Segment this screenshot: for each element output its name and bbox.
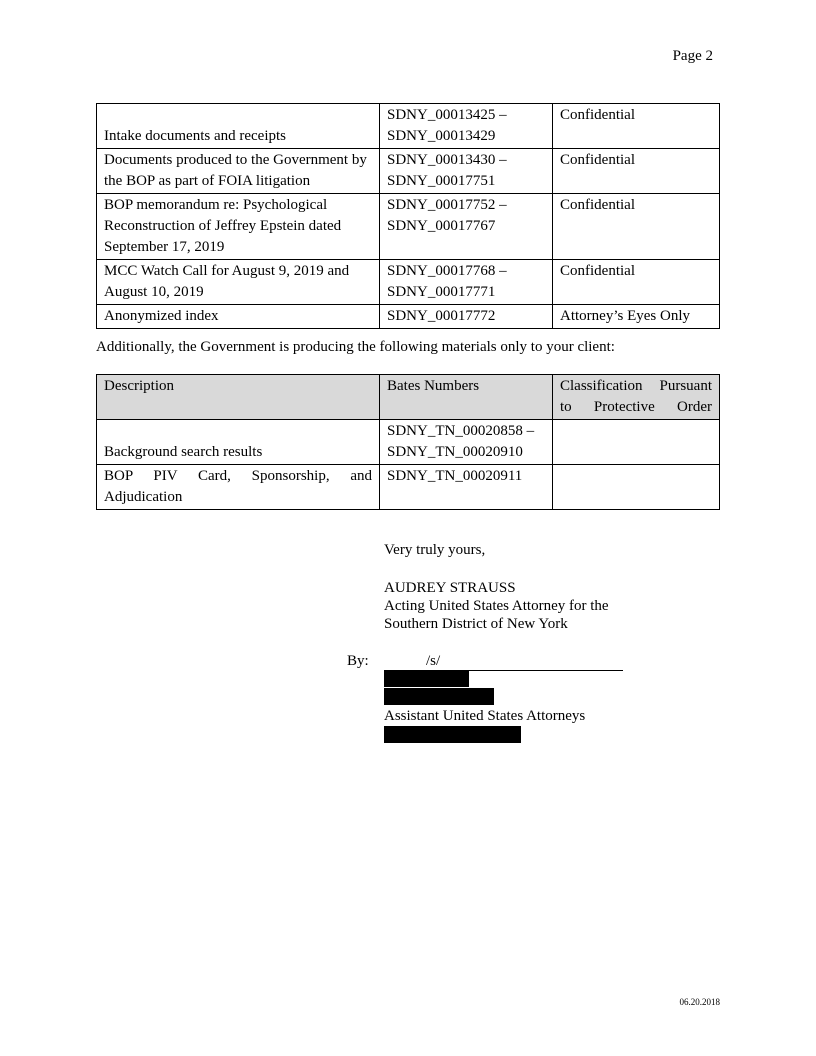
bates-end: SDNY_00017767 xyxy=(387,218,496,234)
attorney-role: Assistant United States Attorneys xyxy=(384,708,586,724)
bates-start: SDNY_00013430 – xyxy=(387,152,507,168)
table-cell-classification xyxy=(553,420,720,465)
redaction-block xyxy=(384,670,469,687)
electronic-signature: /s/ xyxy=(426,653,441,669)
by-label: By: xyxy=(347,653,369,669)
table-cell-bates xyxy=(380,420,553,465)
table-cell-bates xyxy=(380,104,553,149)
closing: Very truly yours, xyxy=(384,542,486,558)
table-row xyxy=(97,465,720,510)
signer-name: AUDREY STRAUSS xyxy=(384,580,516,596)
table-row xyxy=(97,149,720,194)
table-cell-classification: Confidential xyxy=(553,104,720,149)
table-cell-bates: SDNY_00017772 xyxy=(380,305,553,329)
table-cell-description: Background search results xyxy=(97,420,380,465)
table-cell-classification: Confidential xyxy=(553,260,720,305)
table-row xyxy=(97,194,720,260)
header-bates: Bates Numbers xyxy=(380,375,553,420)
table-row xyxy=(97,420,720,465)
table-cell-bates xyxy=(380,260,553,305)
table-cell-bates xyxy=(380,194,553,260)
bates-start: SDNY_TN_00020858 – xyxy=(387,423,535,439)
signer-title-line1: Acting United States Attorney for the xyxy=(384,598,609,614)
table-cell-description: Anonymized index xyxy=(97,305,380,329)
header-classification: Classification Pursuant to Protective Order xyxy=(553,375,720,420)
signature-line xyxy=(384,653,623,671)
body-paragraph: Additionally, the Government is producing the following materials only to your client: xyxy=(96,339,615,355)
page-number: Page 2 xyxy=(672,48,713,64)
table-cell-description: Intake documents and receipts xyxy=(97,104,380,149)
bates-start: SDNY_00017768 – xyxy=(387,263,507,279)
bates-end: SDNY_TN_00020910 xyxy=(387,444,523,460)
client-materials-table xyxy=(96,374,720,510)
table-cell-classification: Confidential xyxy=(553,194,720,260)
bates-end: SDNY_00013429 xyxy=(387,128,496,144)
redaction-block xyxy=(384,726,521,743)
table-cell-description: BOP memorandum re: Psychological Reconstruction of Jeffrey Epstein dated September 17, 2019 xyxy=(97,194,380,260)
table-row xyxy=(97,104,720,149)
table-cell-description: Documents produced to the Government by the BOP as part of FOIA litigation xyxy=(97,149,380,194)
bates-end: SDNY_00017751 xyxy=(387,173,496,189)
redaction-block xyxy=(384,688,494,705)
table-row xyxy=(97,260,720,305)
table-cell-classification: Confidential xyxy=(553,149,720,194)
table-cell-classification xyxy=(553,465,720,510)
table-cell-classification: Attorney’s Eyes Only xyxy=(553,305,720,329)
materials-table xyxy=(96,103,720,329)
bates-start: SDNY_00017752 – xyxy=(387,197,507,213)
table-header-row xyxy=(97,375,720,420)
signature-block xyxy=(384,579,609,633)
table-cell-bates: SDNY_TN_00020911 xyxy=(380,465,553,510)
table-cell-description: MCC Watch Call for August 9, 2019 and August 10, 2019 xyxy=(97,260,380,305)
bates-end: SDNY_00017771 xyxy=(387,284,496,300)
bates-start: SDNY_00013425 – xyxy=(387,107,507,123)
table-cell-bates xyxy=(380,149,553,194)
table-cell-description: BOP PIV Card, Sponsorship, and Adjudication xyxy=(97,465,380,510)
header-description: Description xyxy=(97,375,380,420)
footer-date: 06.20.2018 xyxy=(679,997,720,1007)
table-row xyxy=(97,305,720,329)
signer-title-line2: Southern District of New York xyxy=(384,616,568,632)
